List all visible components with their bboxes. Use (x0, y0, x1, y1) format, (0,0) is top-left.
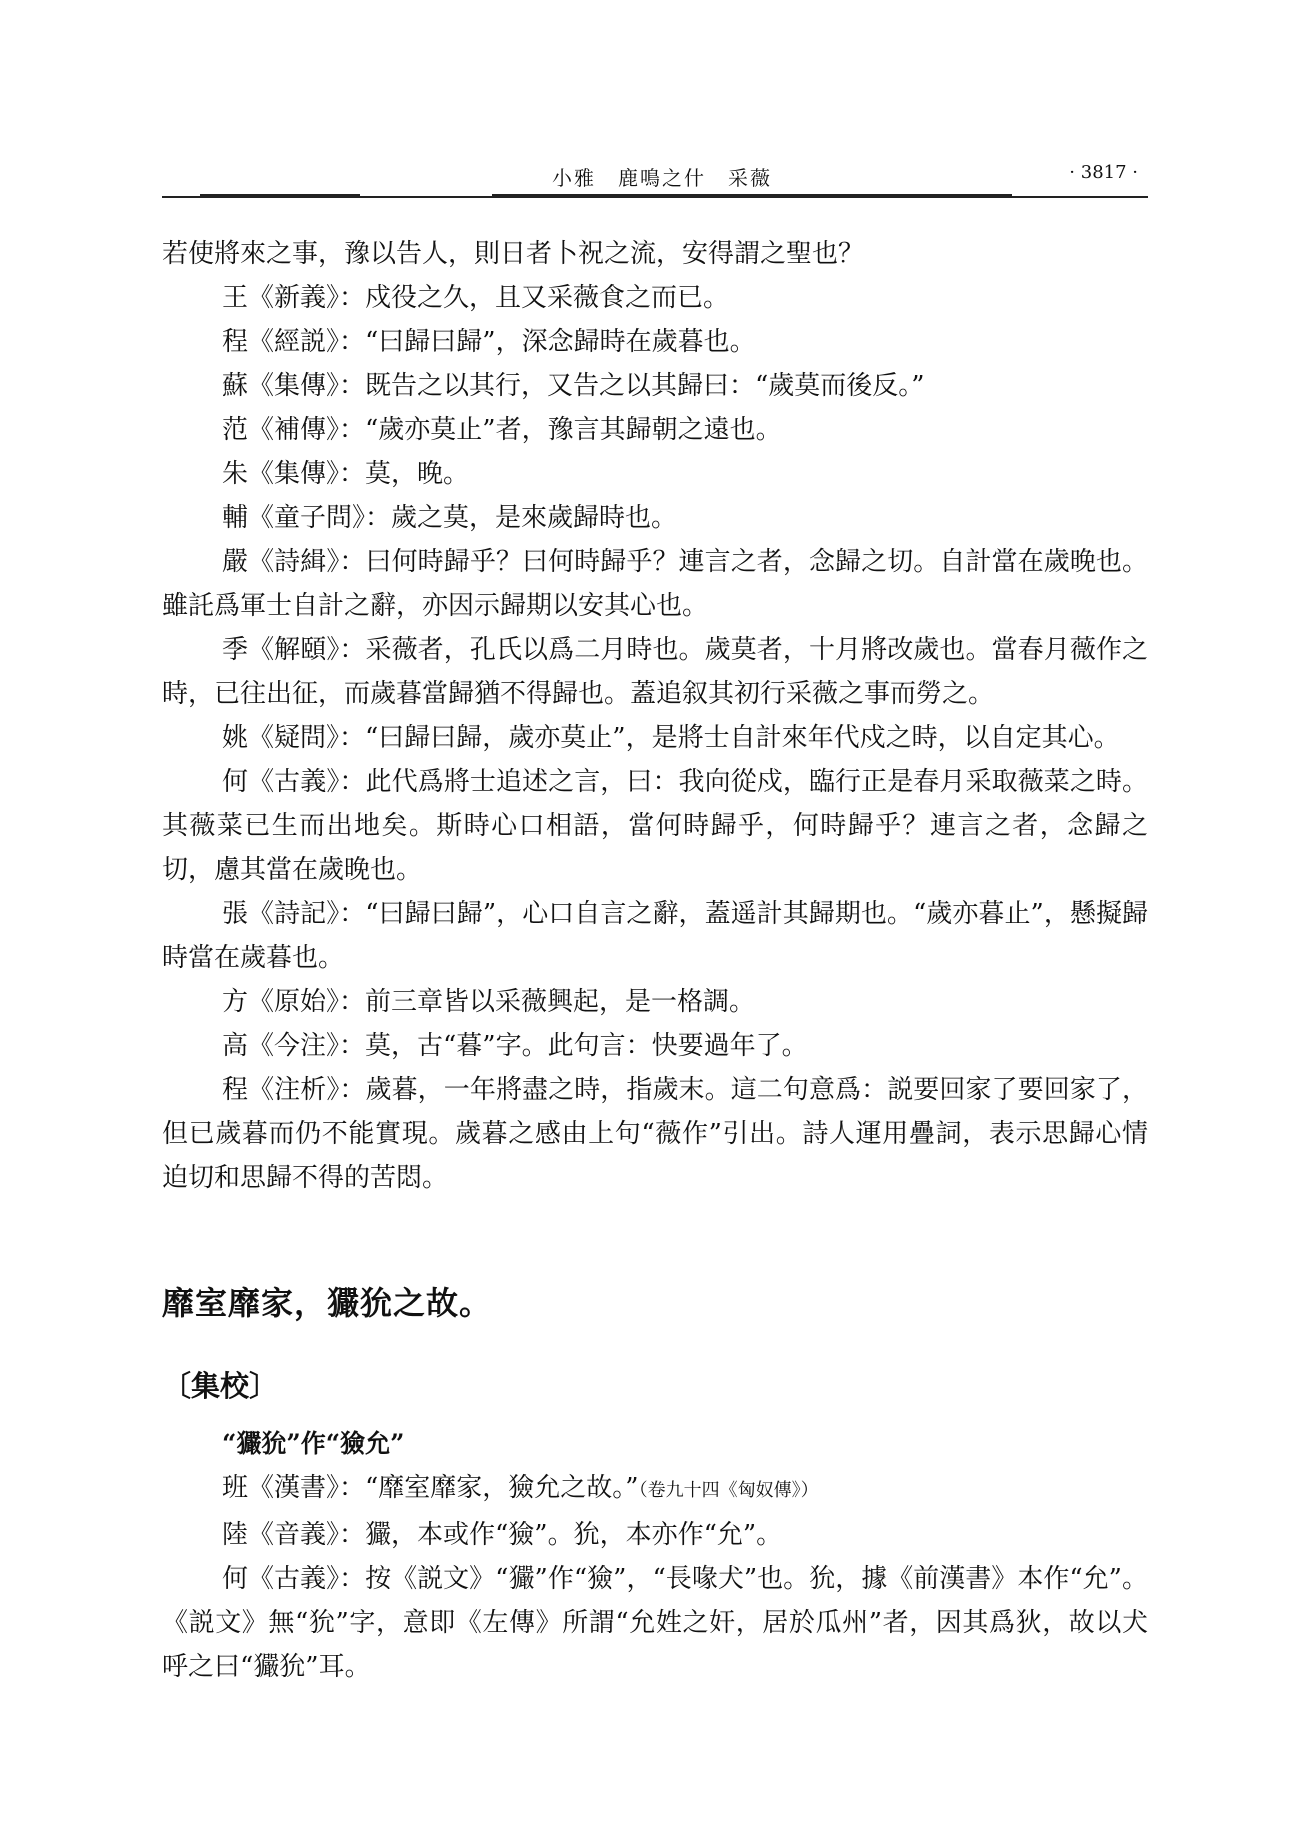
collation-note: （卷九十四《匈奴傳》） (638, 1480, 819, 1501)
paragraph: 范《補傳》：“歲亦莫止”者，豫言其歸朝之遠也。 (222, 415, 782, 445)
section-label: 〔集校〕 (162, 1369, 279, 1403)
paragraph: 輔《童子問》：歲之莫，是來歲歸時也。 (222, 503, 678, 533)
variant-title: “玁狁”作“獫允” (222, 1429, 405, 1458)
collation-text: 班《漢書》：“靡室靡家，獫允之故。” (222, 1473, 639, 1503)
collation-entry: 陸《音義》：玁，本或作“獫”。狁，本亦作“允”。 (222, 1520, 783, 1550)
paragraph: 張《詩記》：“曰歸曰歸”，心口自言之辭，蓋遥計其歸期也。“歲亦暮止”，懸擬歸時當在歲暮也。 (162, 899, 1148, 973)
commentary-body (162, 232, 1148, 1200)
page-number: · 3817 · (1069, 162, 1138, 183)
paragraph: 程《經説》：“曰歸曰歸”，深念歸時在歲暮也。 (222, 327, 756, 357)
paragraph: 程《注析》：歲暮，一年將盡之時，指歲末。這二句意爲：説要回家了要回家了，但已歲暮而仍不能實現。歲暮之感由上句“薇作”引出。詩人運用疊詞，表示思歸心情迫切和思歸不得的苦悶。 (162, 1075, 1148, 1193)
collation-entry: 何《古義》：按《説文》“玁”作“獫”，“長喙犬”也。狁，據《前漢書》本作“允”。《説文》無“狁”字，意即《左傳》所謂“允姓之奸，居於瓜州”者，因其爲狄，故以犬呼之曰“玁狁”耳。 (162, 1564, 1148, 1682)
paragraph: 季《解頤》：采薇者，孔氏以爲二月時也。歲莫者，十月將改歲也。當春月薇作之時，已往出征，而歲暮當歸猶不得歸也。蓋追叙其初行采薇之事而勞之。 (162, 635, 1148, 709)
paragraph: 何《古義》：此代爲將士追述之言，曰：我向從戍，臨行正是春月采取薇菜之時。其薇菜已生而出地矣。斯時心口相語，當何時歸乎，何時歸乎？連言之者，念歸之切，慮其當在歲晚也。 (162, 767, 1148, 885)
paragraph: 姚《疑問》：“曰歸曰歸，歲亦莫止”，是將士自計來年代戍之時，以自定其心。 (222, 723, 1120, 753)
paragraph: 若使將來之事，豫以告人，則日者卜祝之流，安得謂之聖也？ (162, 239, 865, 269)
running-title: 小雅 鹿鳴之什 采薇 (552, 166, 772, 190)
header-rule-thick-segment (200, 194, 360, 197)
collation-entry (162, 1466, 1148, 1513)
header-rule-thick-segment (492, 194, 1012, 197)
paragraph: 王《新義》：戍役之久，且又采薇食之而已。 (222, 283, 730, 313)
verse-heading: 靡室靡家，玁狁之故。 (162, 1284, 493, 1322)
paragraph: 蘇《集傳》：既告之以其行，又告之以其歸曰：“歲莫而後反。” (222, 371, 925, 401)
paragraph: 高《今注》：莫，古“暮”字。此句言：快要過年了。 (222, 1031, 808, 1061)
running-header (162, 158, 1148, 198)
collation-block (162, 1422, 1148, 1689)
paragraph: 朱《集傳》：莫，晚。 (222, 459, 470, 489)
paragraph: 方《原始》：前三章皆以采薇興起，是一格調。 (222, 987, 756, 1017)
paragraph: 嚴《詩緝》：曰何時歸乎？曰何時歸乎？連言之者，念歸之切。自計當在歲晚也。雖託爲軍士自計之辭，亦因示歸期以安其心也。 (162, 547, 1148, 621)
